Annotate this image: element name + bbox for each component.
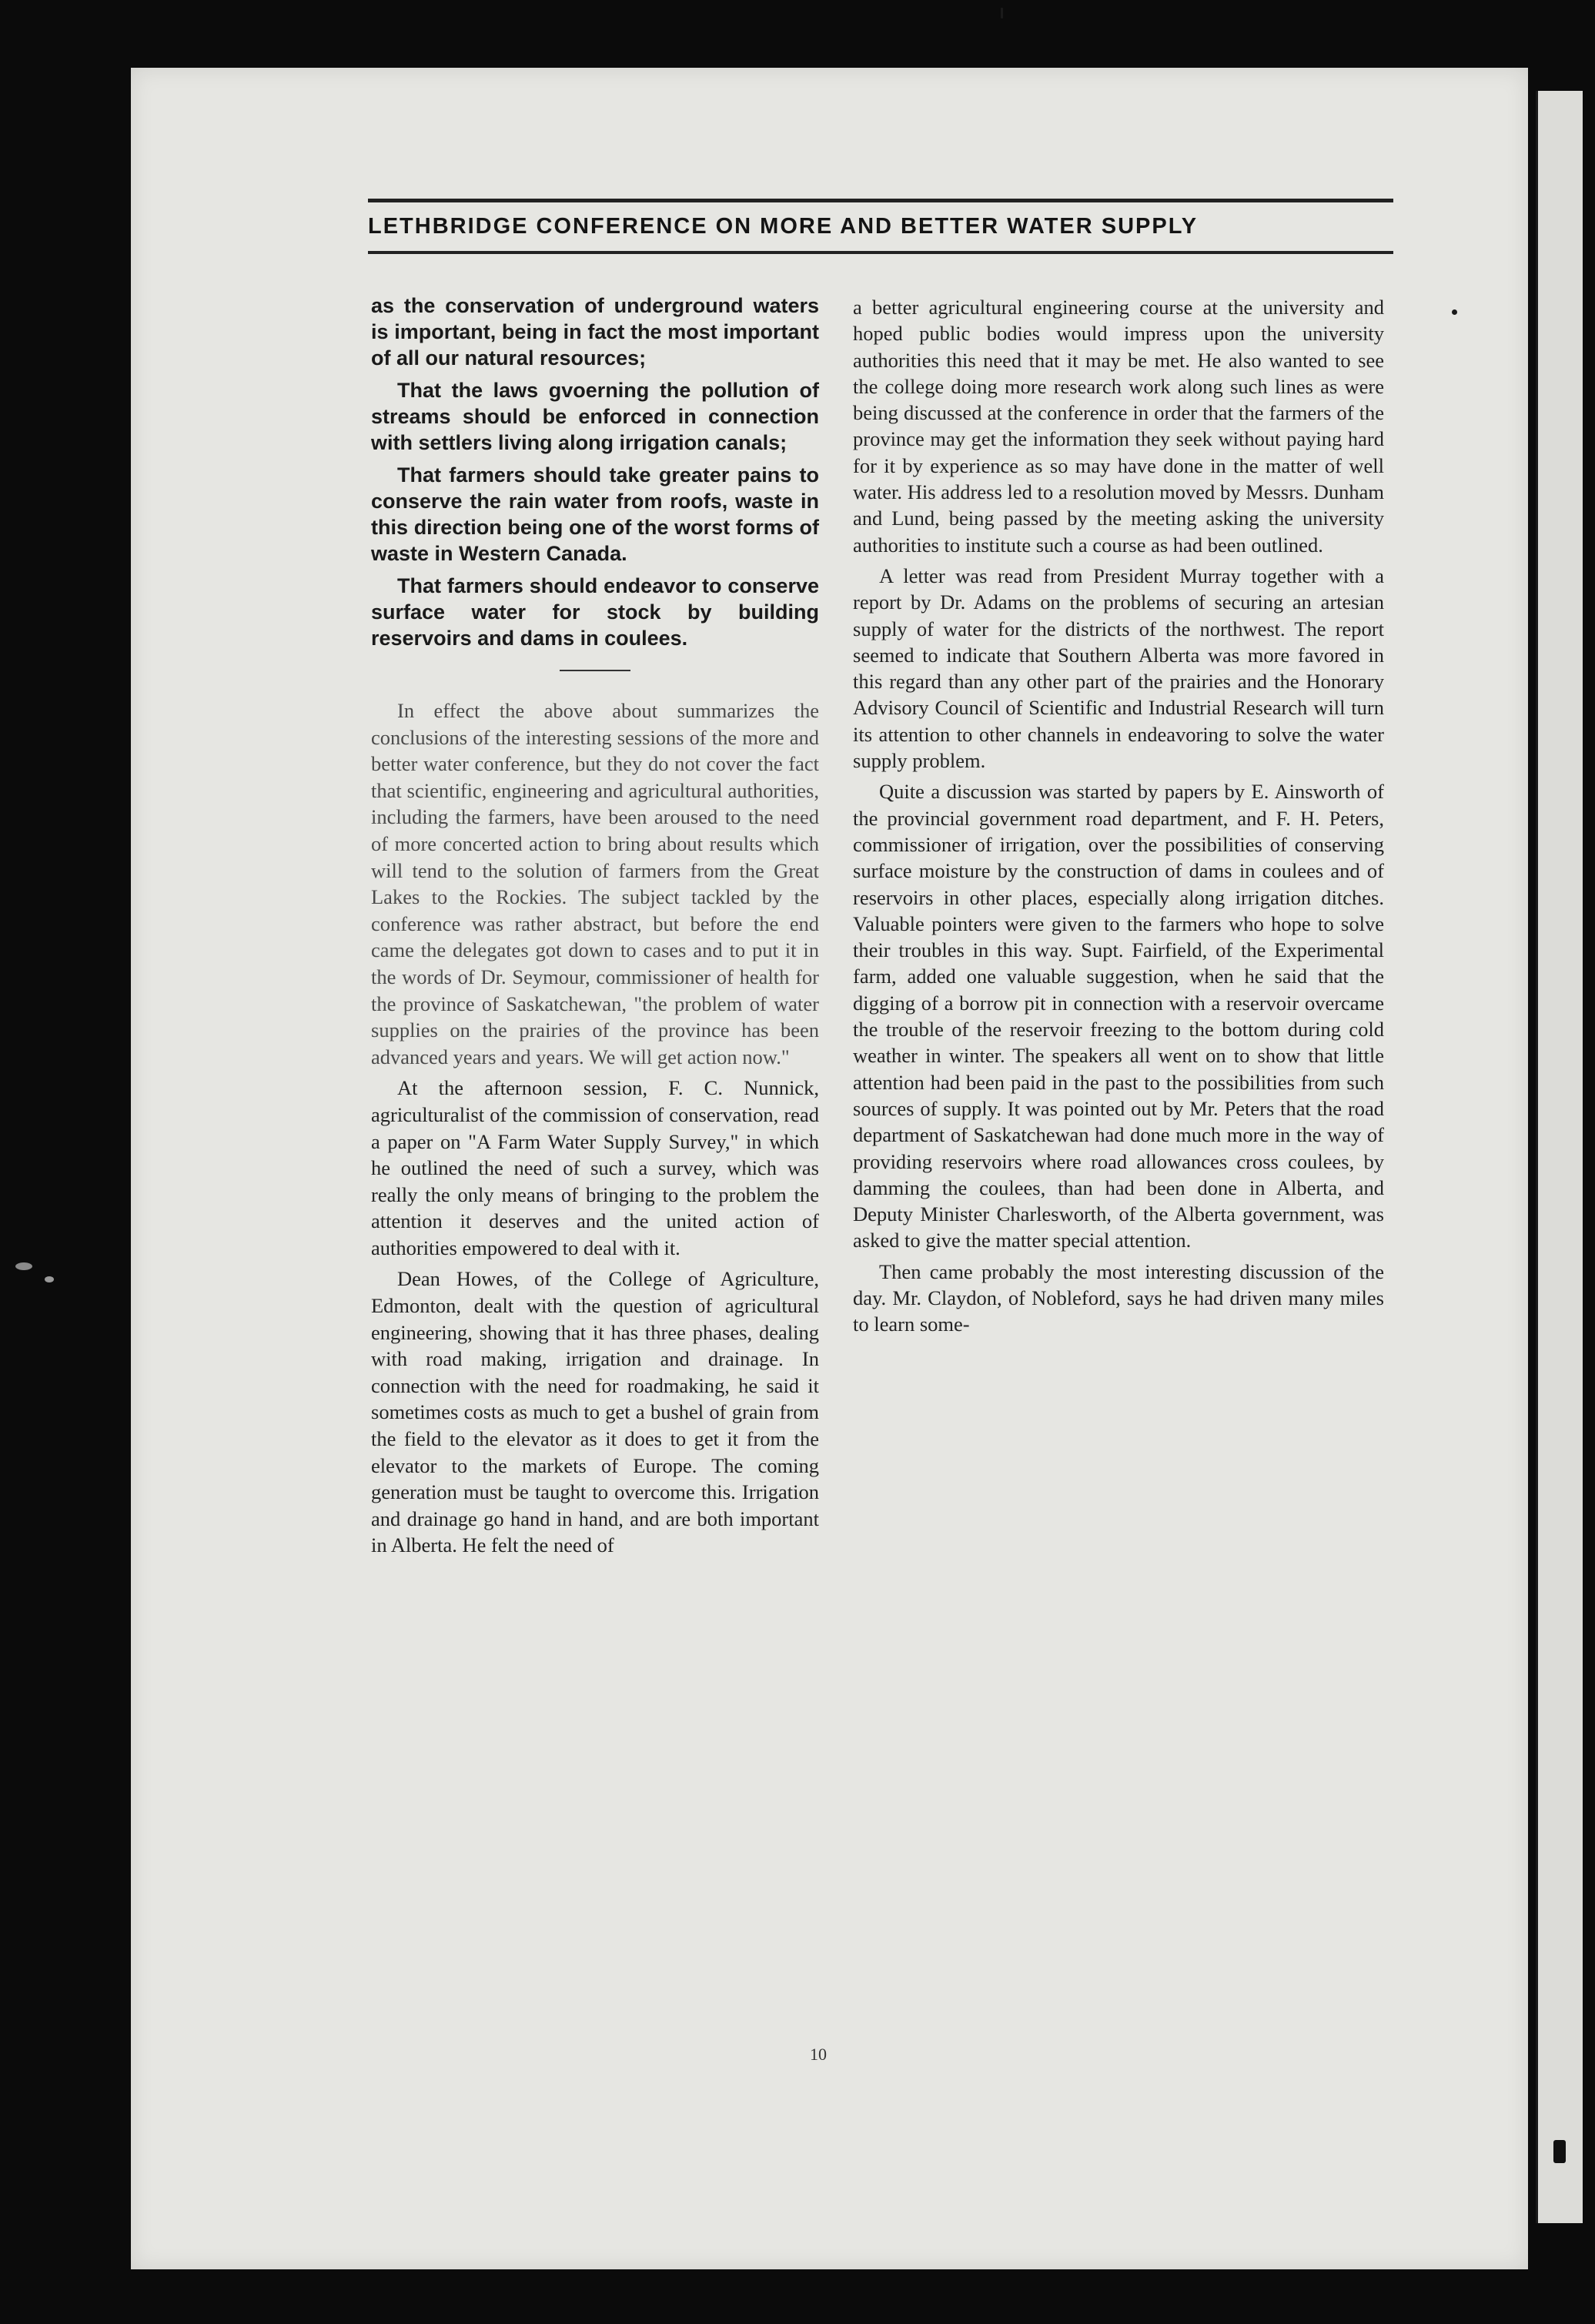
right-column <box>853 294 1384 1338</box>
body-paragraph: a better agricultural engineering course at the university and hoped public bodies would impress upon the university authorities this need that it may be met. He also wanted to see the college doing more research work along such lines as were being discussed at the conference in order that the farmers of the province may get the information they seek without paying hard for it by experience as so may have done in the matter of well water. His address led to a resolution moved by Messrs. Dunham and Lund, being passed by the meeting asking the university authorities to institute such a course as had been outlined. <box>853 296 1384 557</box>
scan-speck <box>15 1262 32 1270</box>
scan-mark <box>1553 2140 1566 2163</box>
resolutions-block <box>371 293 819 651</box>
scan-speck <box>1001 8 1003 18</box>
resolution-paragraph: That farmers should endeavor to conserve surface water for stock by building reservoirs and dams in coulees. <box>371 574 819 650</box>
left-column <box>371 286 819 1559</box>
section-divider <box>560 670 630 671</box>
page-number: 10 <box>810 2045 827 2064</box>
adjacent-page-edge <box>1536 91 1583 2223</box>
resolution-paragraph: That the laws gvoerning the pollution of streams should be enforced in connection with settlers living along irrigation canals; <box>371 379 819 454</box>
article-body-left <box>371 697 819 1559</box>
resolution-paragraph: as the conservation of underground waters is important, being in fact the most important of all our natural resources; <box>371 294 819 369</box>
scan-speck <box>1452 309 1457 315</box>
body-paragraph: Quite a discussion was started by papers by E. Ainsworth of the provincial government road department, and F. H. Peters, commissioner of irrigation, over the possibilities of conserving surface moisture by the construction of dams in coulees and of reservoirs in other places, especially along irrigation ditches. Valuable pointers were given to the farmers who hope to solve their troubles in this way. Supt. Fairfield, of the Experimental farm, added one valuable suggestion, when he said that the digging of a borrow pit in connection with a reservoir overcame the trouble of the reservoir freezing to the bottom during cold weather in winter. The speakers all went on to show that little attention had been paid in the past to the possibilities from such sources of supply. It was pointed out by Mr. Peters that the road department of Saskatchewan had done much more in the way of providing reservoirs where road allowances cross coulees, by damming the coulees, than had been done in Alberta, and Deputy Minister Charlesworth, of the Alberta government, was asked to give the matter special attention. <box>853 780 1384 1252</box>
body-paragraph: In effect the above about summarizes the conclusions of the interesting sessions of the more and better water conference, but they do not cover the fact that scientific, engineering and agricultural authorities, including the farmers, have been aroused to the need of more concerted action to bring about results which will tend to the solution of farmers from the Great Lakes to the Rockies. The subject tackled by the conference was rather abstract, but before the end came the delegates got down to cases and to put it in the words of Dr. Seymour, commissioner of health for the province of Saskatchewan, "the problem of water supplies on the prairies of the province has been advanced years and years. We will get action now." <box>371 699 819 1068</box>
resolution-paragraph: That farmers should take greater pains to conserve the rain water from roofs, waste in this direction being one of the worst forms of waste in Western Canada. <box>371 463 819 565</box>
scan-speck <box>45 1276 54 1282</box>
body-paragraph: A letter was read from President Murray together with a report by Dr. Adams on the problems of securing an artesian supply of water for the districts of the northwest. The report seemed to indicate that Southern Alberta was more favored in this regard than any other part of the prairies and the Honorary Advisory Council of Scientific and Industrial Research will turn its attention to other channels in endeavoring to solve the water supply problem. <box>853 563 1384 773</box>
body-paragraph: Dean Howes, of the College of Agriculture, Edmonton, dealt with the question of agricultural engineering, showing that it has three phases, dealing with road making, irrigation and drainage. In connection with the need for roadmaking, he said it sometimes costs as much to get a bushel of grain from the field to the elevator as it does to get it from the elevator to the markets of Europe. The coming generation must be taught to overcome this. Irrigation and drainage go hand in hand, and are both important in Alberta. He felt the need of <box>371 1267 819 1557</box>
header-rule-bottom <box>368 251 1393 254</box>
body-paragraph: At the afternoon session, F. C. Nunnick, agriculturalist of the commission of conservation, read a paper on "A Farm Water Supply Survey," in which he outlined the need of such a survey, which was really the only means of bringing to the problem the attention it deserves and the united action of authorities empowered to deal with it. <box>371 1076 819 1259</box>
page-header: LETHBRIDGE CONFERENCE ON MORE AND BETTER WATER SUPPLY <box>368 214 1199 239</box>
header-rule-top <box>368 199 1393 202</box>
body-paragraph: Then came probably the most interesting discussion of the day. Mr. Claydon, of Nobleford, says he had driven many miles to learn some- <box>853 1259 1384 1336</box>
